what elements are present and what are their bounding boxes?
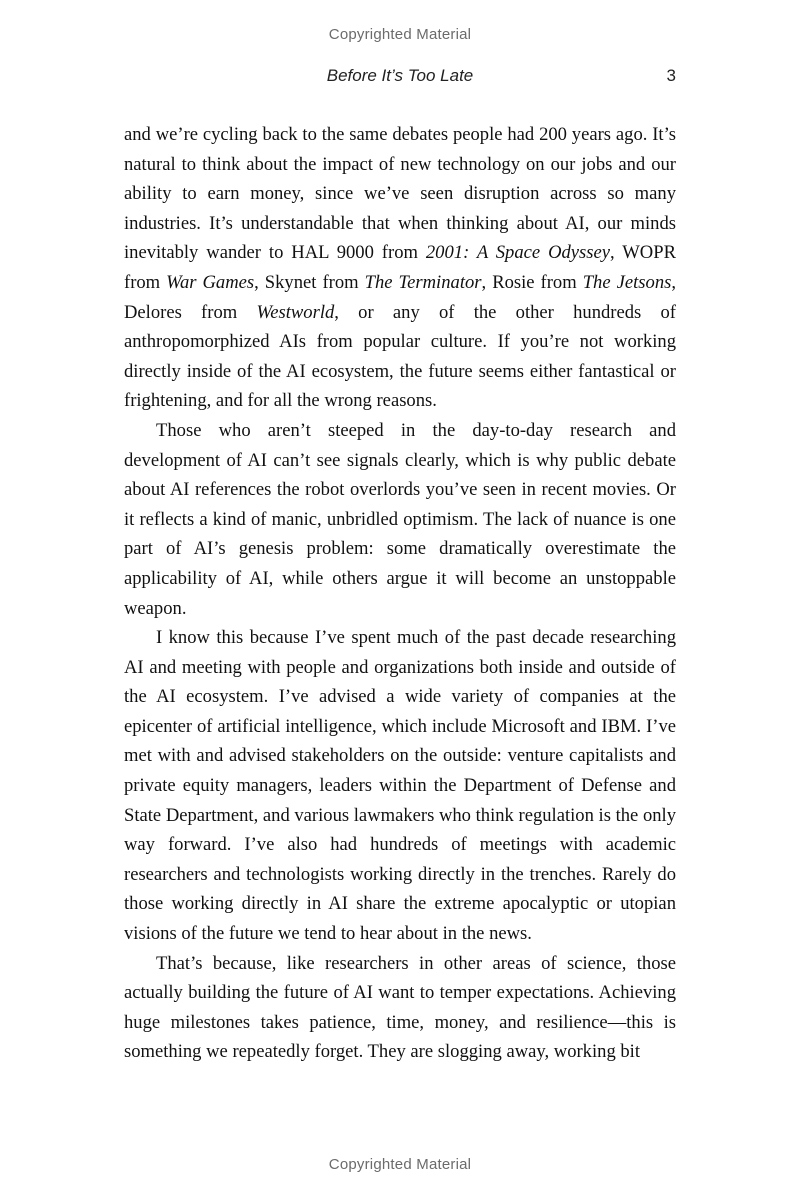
paragraph-text: , Delores from — [124, 271, 677, 323]
running-title: Before It’s Too Late — [326, 66, 474, 85]
paragraph-text: and we’re cycling back to the same debates people had 200 years ago. It’s natural to think about the impact of new technology on our jobs and our ability to earn money, since we’ve seen disruption across so many industries. It’s understandable that when thinking about AI, our minds inevitably wander to HAL 9000 from — [124, 124, 676, 264]
paragraph: That’s because, like researchers in other areas of science, those actually building the future of AI want to temper expectations. Achieving huge milestones takes patience, time, money, and resilience—this is something we repeatedly forget. They are slogging away, working bit — [124, 952, 676, 1063]
title-the-jetsons: The Jetsons — [582, 271, 672, 293]
body-text — [124, 120, 676, 1067]
paragraph-text: , WOPR from — [124, 242, 676, 293]
paragraph: I know this because I’ve spent much of the past decade researching AI and meeting with people and organizations both inside and outside of the AI ecosystem. I’ve advised a wide variety of companies at the epicenter of artificial intelligence, which include Microsoft and IBM. I’ve met with and advised stakeholders on the outside: venture capitalists and private equity managers, leaders within the Department of Defense and State Department, and various lawmakers who think regulation is the only way forward. I’ve also had hundreds of meetings with academic researchers and technologists working directly in the trenches. Rarely do those working directly in AI share the extreme apocalyptic or utopian visions of the future we tend to hear about in the news. — [124, 627, 677, 945]
paragraph-text: , or any of the other hundreds of anthropomorphized AIs from popular culture. If you’re not working directly inside of the AI ecosystem, the future seems either fantastical or frightening, and for all the wrong reasons. — [124, 301, 677, 412]
title-war-games: War Games — [166, 271, 255, 293]
title-westworld: Westworld — [256, 301, 335, 323]
running-header — [124, 66, 676, 92]
copyright-watermark-bottom: Copyrighted Material — [328, 1156, 472, 1173]
paragraph-text: , Skynet from — [254, 271, 365, 293]
paragraph: Those who aren’t steeped in the day-to-day research and development of AI can’t see signals clearly, which is why public debate about AI references the robot overlords you’ve seen in recent movies. Or it reflects a kind of manic, unbridled optimism. The lack of nuance is one part of AI’s genesis problem: some dramatically overestimate the applicability of AI, while others argue it will become an unstoppable weapon. — [124, 419, 676, 619]
paragraph — [124, 120, 676, 416]
title-2001-a-space-odyssey: 2001: A Space Odyssey — [425, 242, 611, 264]
paragraph-text: , Rosie from — [481, 271, 583, 293]
page-number: 3 — [666, 66, 676, 85]
title-the-terminator: The Terminator — [364, 271, 482, 293]
copyright-watermark-top: Copyrighted Material — [328, 26, 472, 43]
